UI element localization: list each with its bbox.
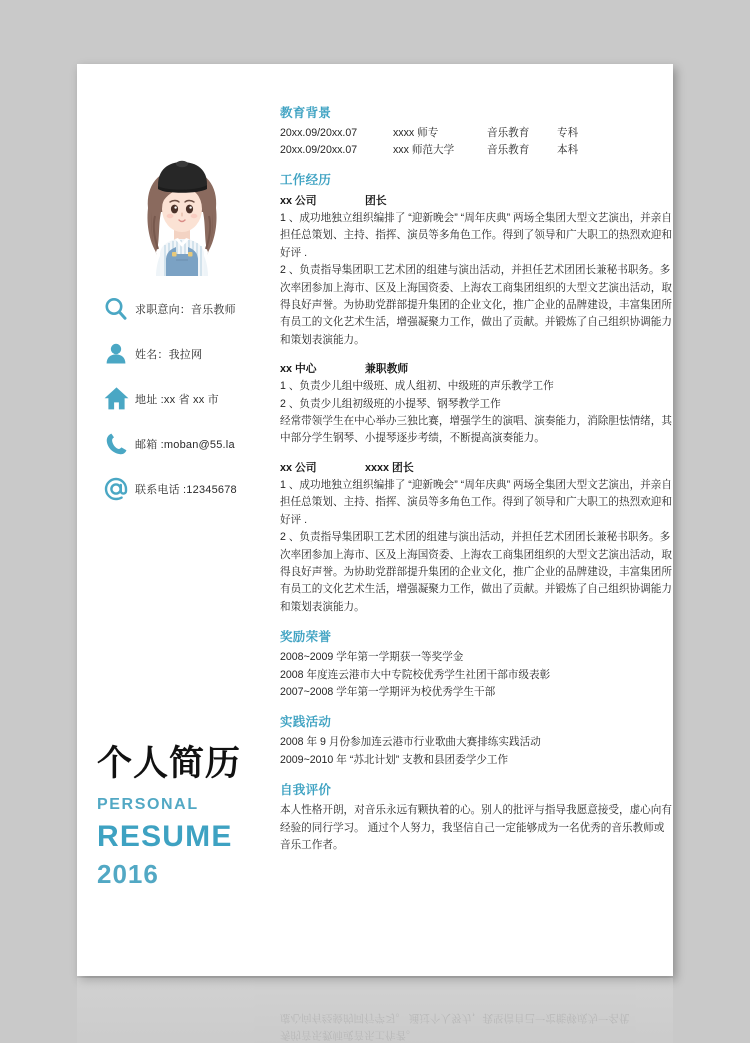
award-line: 2008 年度连云港市大中专院校优秀学生社团干部市级表彰: [280, 668, 551, 681]
person-icon: [97, 337, 135, 371]
job-entry: [280, 360, 673, 448]
job-header: [280, 360, 673, 378]
job-paragraph: 1 、负责少儿组中级班、成人组初、中级班的声乐教学工作: [280, 380, 554, 393]
education-major: 音乐教育: [487, 127, 530, 139]
resume-page: [77, 64, 673, 976]
contact-item-label: 联系电话 :12345678: [135, 483, 237, 496]
title-block: [97, 744, 287, 890]
home-icon: [97, 382, 135, 416]
job-company: xx 公司: [280, 195, 317, 207]
job-paragraph: 1 、成功地独立组织编排了 “迎新晚会” “周年庆典” 两场全集团大型文艺演出，并亲自担任总策划、主持、指挥、演员等多角色工作。得到了领导和广大职工的热烈欢迎和好评 .: [280, 212, 672, 259]
left-sidebar: [77, 64, 280, 976]
job-paragraph: 2 、负责少儿组初级班的小提琴、钢琴教学工作: [280, 397, 501, 410]
contact-item-address[interactable]: [97, 376, 282, 421]
education-school: xxx 师范大学: [393, 144, 455, 156]
job-company: xx 公司: [280, 461, 317, 474]
contact-item-label: 求职意向：音乐教师: [135, 303, 236, 316]
contact-item-email[interactable]: [97, 421, 282, 466]
education-major: 音乐教育: [487, 144, 530, 156]
avatar: [130, 156, 234, 276]
education-date: 20xx.09/20xx.07: [280, 127, 358, 139]
page-reflection: [77, 978, 673, 1043]
award-line: 2008~2009 学年第一学期获一等奖学金: [280, 651, 464, 664]
job-header: [280, 459, 673, 477]
search-icon: [97, 292, 135, 326]
section-education: [280, 105, 673, 159]
section-heading-education: 教育背景: [280, 106, 332, 120]
reflection-line: 秀的音乐教师或音乐工作者。: [280, 1029, 417, 1041]
job-role: 团长: [365, 195, 387, 207]
education-date: 20xx.09/20xx.07: [280, 144, 358, 156]
education-school: xxxx 师专: [393, 127, 439, 139]
section-heading-work: 工作经历: [280, 173, 332, 187]
contact-item-label: 姓名：我拉网: [135, 348, 203, 361]
job-paragraph: 1 、成功地独立组织编排了 “迎新晚会” “周年庆典” 两场全集团大型文艺演出，并亲自担任总策划、主持、指挥、演员等多角色工作。得到了领导和广大职工的热烈欢迎和好评 .: [280, 478, 672, 526]
contact-item-label: 邮箱 :moban@55.la: [135, 438, 235, 451]
job-role: 兼职教师: [365, 363, 409, 376]
job-header: [280, 192, 673, 210]
section-work-experience: [280, 172, 673, 616]
contact-item-label: 地址 :xx 省 xx 市: [135, 393, 219, 406]
job-paragraph: 经常带领学生在中心举办三独比赛，增强学生的演唱、演奏能力，消除胆怯情绪，其中部分学生钢琴、小提琴逐步考绩，不断提高演奏能力。: [280, 415, 672, 445]
job-role: xxxx 团长: [365, 461, 414, 474]
at-icon: [97, 472, 135, 506]
contact-list: [97, 286, 282, 511]
phone-icon: [97, 427, 135, 461]
job-paragraph: 2 、负责指导集团职工艺术团的组建与演出活动，并担任艺术团团长兼秘书职务。多次率团参加上海市、区及上海国资委、上海农工商集团组织的大型文艺演出活动，取得良好声誉。为协助党群部提升集团的企业文化，推广企业的品牌建设，丰富集团所有员工的文化艺术生活，增强凝聚力工作，做出了贡献。并锻炼了自己组织协调能力和策划表演能力。: [280, 264, 672, 346]
contact-item-name[interactable]: [97, 331, 282, 376]
job-entry: [280, 459, 673, 616]
reflection-line: 虚心向有经验的同行学习。 通过个人努力，我坚信自己一定能够成为一名优: [280, 1012, 630, 1024]
section-awards: [280, 629, 673, 701]
contact-item-phone[interactable]: [97, 466, 282, 511]
job-entry: [280, 192, 673, 349]
education-row: [280, 125, 673, 142]
page-title-cn: 个人简历: [97, 744, 242, 784]
education-degree: 专科: [557, 127, 579, 139]
practice-line: 2009~2010 年 “苏北计划” 支教和县团委学少工作: [280, 753, 509, 766]
job-company: xx 中心: [280, 363, 317, 376]
contact-item-objective[interactable]: [97, 286, 282, 331]
page-title-personal: PERSONAL: [97, 796, 199, 813]
main-content: [280, 105, 673, 867]
practice-line: 2008 年 9 月份参加连云港市行业歌曲大赛排练实践活动: [280, 736, 541, 749]
award-line: 2007~2008 学年第一学期评为校优秀学生干部: [280, 685, 496, 698]
section-heading-self-evaluation: 自我评价: [280, 783, 332, 798]
section-self-evaluation: [280, 782, 673, 854]
section-heading-practice: 实践活动: [280, 715, 332, 730]
education-row: [280, 142, 673, 159]
section-heading-awards: 奖励荣誉: [280, 630, 332, 645]
page-title-resume: RESUME: [97, 820, 233, 853]
job-paragraph: 2 、负责指导集团职工艺术团的组建与演出活动，并担任艺术团团长兼秘书职务。多次率团参加上海市、区及上海国资委、上海农工商集团组织的大型文艺演出活动，取得良好声誉。为协助党群部提升集团的企业文化，推广企业的品牌建设，丰富集团所有员工的文化艺术生活，增强凝聚力工作，做出了贡献。并锻炼了自己组织协调能力和策划表演能力。: [280, 531, 672, 613]
page-title-year: 2016: [97, 859, 159, 889]
section-practice: [280, 714, 673, 769]
self-evaluation-paragraph: 本人性格开朗，对音乐永远有颗执着的心。别人的批评与指导我愿意接受，虚心向有经验的同行学习。 通过个人努力，我坚信自己一定能够成为一名优秀的音乐教师或音乐工作者。: [280, 804, 672, 851]
reflection-text: [77, 1009, 673, 1043]
education-degree: 本科: [557, 144, 579, 156]
